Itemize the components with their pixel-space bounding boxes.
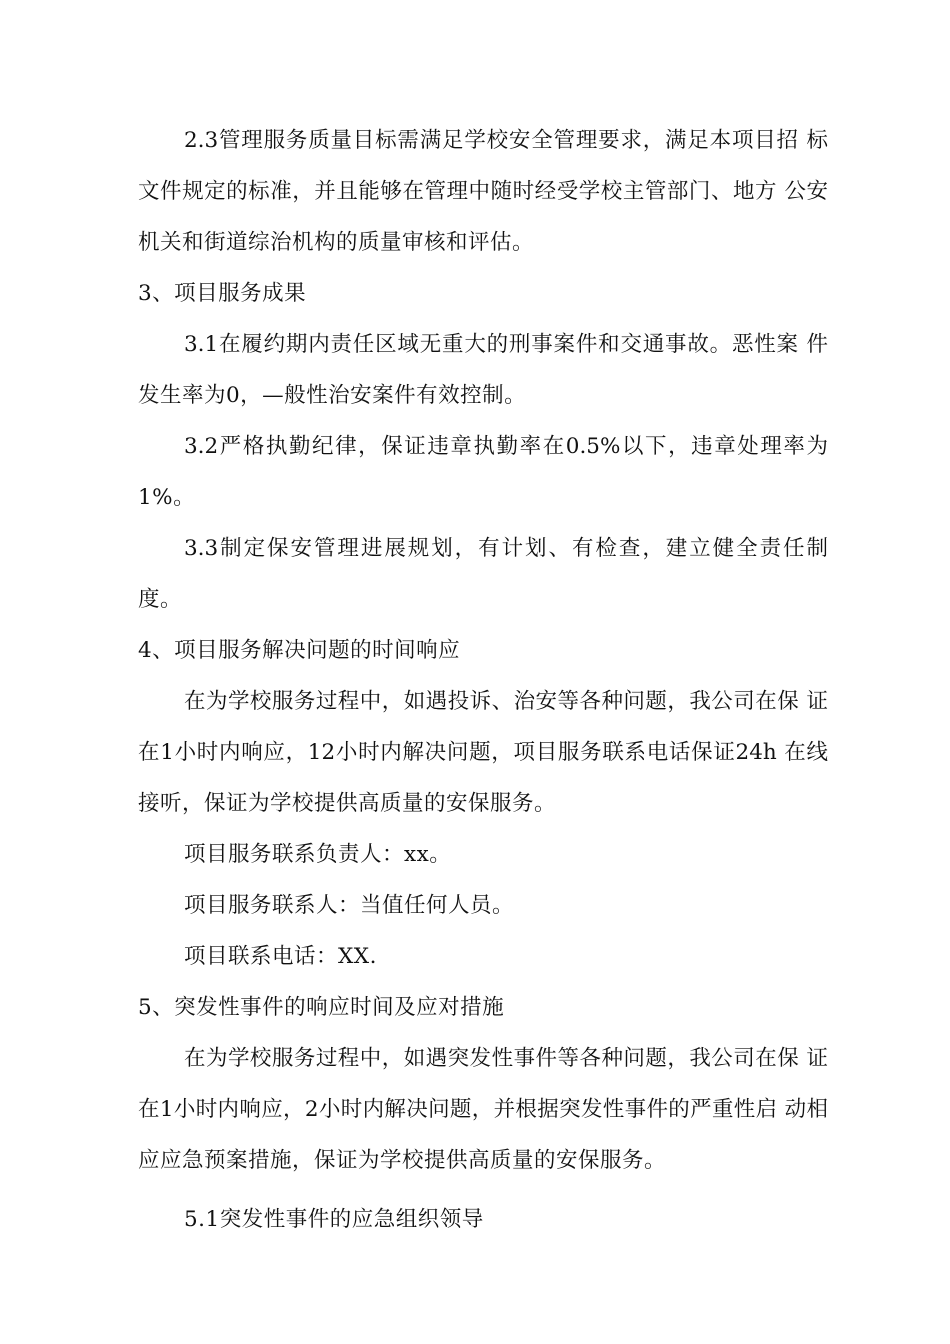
section-heading-5: 5、突发性事件的响应时间及应对措施 <box>138 995 505 1020</box>
para-2-3-line-3: 机关和街道综治机构的质量审核和评估。 <box>138 230 535 255</box>
contact-person: 项目服务联系人：当值任何人员。 <box>184 893 515 918</box>
para-4-line-2: 在1小时内响应，12小时内解决问题，项目服务联系电话保证24h 在线 <box>138 740 828 765</box>
para-2-3-line-1: 2.3管理服务质量目标需满足学校安全管理要求，满足本项目招 标 <box>184 128 828 153</box>
para-5-line-1: 在为学校服务过程中，如遇突发性事件等各种问题，我公司在保 证 <box>184 1046 828 1071</box>
para-3-2-line-2: 1%。 <box>138 485 196 510</box>
para-3-2-line-1: 3.2严格执勤纪律，保证违章执勤率在0.5%以下，违章处理率为 <box>184 434 828 459</box>
para-3-3-line-1: 3.3制定保安管理进展规划，有计划、有检查，建立健全责任制 <box>184 536 828 561</box>
para-4-line-3: 接听，保证为学校提供高质量的安保服务。 <box>138 791 557 816</box>
para-2-3-line-2: 文件规定的标准，并且能够在管理中随时经受学校主管部门、地方 公安 <box>138 179 828 204</box>
para-4-line-1: 在为学校服务过程中，如遇投诉、治安等各种问题，我公司在保 证 <box>184 689 828 714</box>
subsection-heading-5-1: 5.1突发性事件的应急组织领导 <box>184 1207 484 1232</box>
para-5-line-3: 应应急预案措施，保证为学校提供高质量的安保服务。 <box>138 1148 667 1173</box>
document-body <box>138 123 828 1253</box>
para-3-1-line-1: 3.1在履约期内责任区域无重大的刑事案件和交通事故。恶性案 件 <box>184 332 828 357</box>
section-heading-3: 3、项目服务成果 <box>138 281 307 306</box>
contact-owner: 项目服务联系负责人：xx。 <box>184 842 452 867</box>
para-3-3-line-2: 度。 <box>138 587 183 612</box>
spacer <box>138 1194 828 1202</box>
para-3-1-line-2: 发生率为0，—般性治安案件有效控制。 <box>138 383 527 408</box>
section-heading-4: 4、项目服务解决问题的时间响应 <box>138 638 461 663</box>
para-5-line-2: 在1小时内响应，2小时内解决问题，并根据突发性事件的严重性启 动相 <box>138 1097 828 1122</box>
contact-phone: 项目联系电话：XX. <box>184 944 377 969</box>
